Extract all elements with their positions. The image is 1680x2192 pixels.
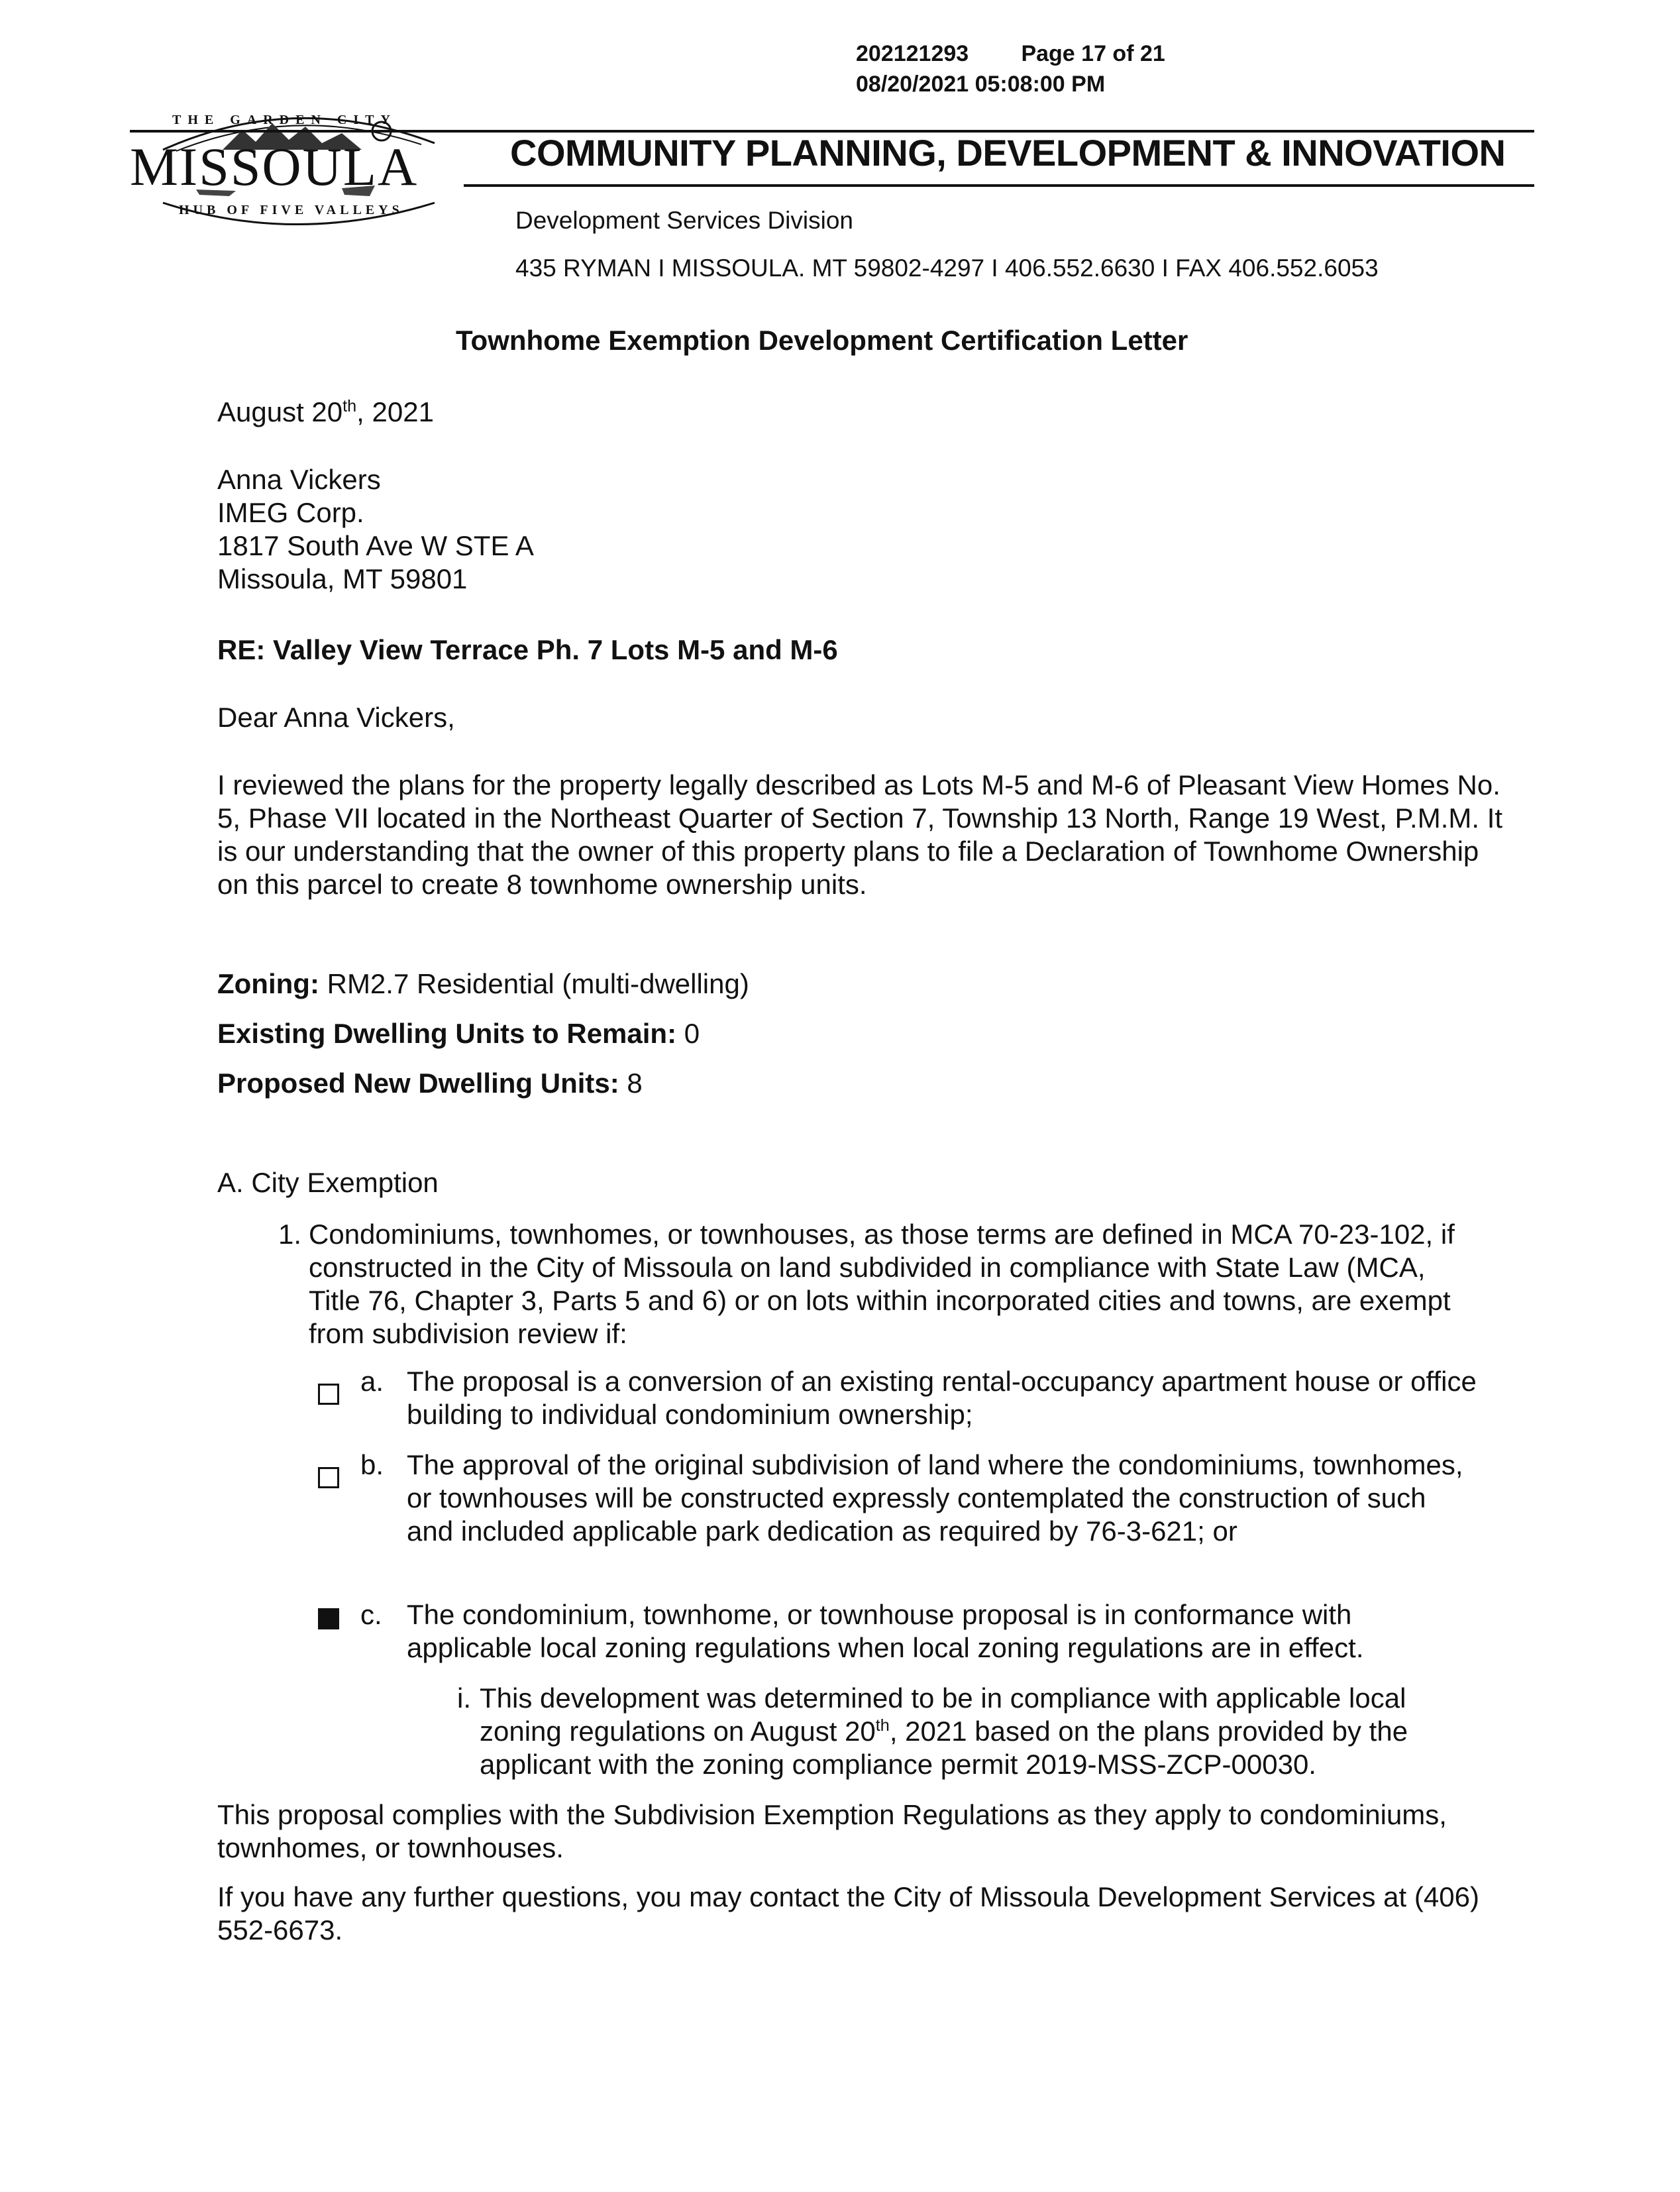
logo-top-arc-text: THE GARDEN CITY bbox=[172, 113, 397, 127]
section-heading: A. City Exemption bbox=[217, 1167, 439, 1198]
intro-paragraph: I reviewed the plans for the property legally described as Lots M-5 and M-6 of Pleasant View Homes No. 5, Phase VII located in the Northeast Quarter of Section 7, Township 13 North, Range 19 West, P.M.M. It is our understanding that the owner of this property plans to file a Declaration of Townhome Ownership on this parcel to create 8 townhome ownership units. bbox=[217, 769, 1503, 900]
department-name: COMMUNITY PLANNING, DEVELOPMENT & INNOVATION bbox=[510, 132, 1506, 174]
option-b-letter: b. bbox=[360, 1449, 384, 1480]
recording-stamp bbox=[856, 38, 1165, 99]
proposed-units-field: Proposed New Dwelling Units: 8 bbox=[217, 1068, 643, 1099]
option-b-text: The approval of the original subdivision of land where the condominiums, townhomes, or townhouses will be constructed expressly contemplated the construction of such and included applicable park dedication as required by 76-3-621; or bbox=[407, 1449, 1463, 1547]
recipient-city: Missoula, MT 59801 bbox=[217, 563, 468, 594]
option-c-checkbox[interactable] bbox=[318, 1608, 339, 1629]
recipient-street: 1817 South Ave W STE A bbox=[217, 530, 534, 561]
recipient-name: Anna Vickers bbox=[217, 464, 381, 495]
option-a-checkbox[interactable] bbox=[318, 1384, 339, 1405]
sub-item-number: i. bbox=[457, 1682, 471, 1714]
header-rule-bottom bbox=[464, 184, 1534, 187]
letter-date: August 20th, 2021 bbox=[217, 396, 434, 427]
document-number: 202121293 bbox=[856, 41, 969, 66]
sub-item-text: This development was determined to be in compliance with applicable local zoning regulations on August 20th, 2021 based on the plans provided by the applicant with the zoning compliance permit 2019-MSS-ZCP-00030. bbox=[480, 1682, 1408, 1780]
letter-title: Townhome Exemption Development Certification Letter bbox=[456, 325, 1188, 356]
logo-bottom-arc-text: HUB OF FIVE VALLEYS bbox=[179, 203, 403, 217]
zoning-field: Zoning: RM2.7 Residential (multi-dwelling) bbox=[217, 968, 749, 999]
recipient-company: IMEG Corp. bbox=[217, 497, 364, 528]
recipient-block bbox=[217, 463, 534, 596]
item-number: 1. bbox=[278, 1219, 302, 1250]
option-b-checkbox[interactable] bbox=[318, 1467, 339, 1488]
recording-timestamp: 08/20/2021 05:08:00 PM bbox=[856, 72, 1106, 97]
page-count: Page 17 of 21 bbox=[1021, 41, 1165, 66]
option-c-text: The condominium, townhome, or townhouse proposal is in conformance with applicable local zoning regulations when local zoning regulations are in effect. bbox=[407, 1599, 1364, 1663]
contact-paragraph: If you have any further questions, you may contact the City of Missoula Development Services at (406) 552-6673. bbox=[217, 1881, 1479, 1945]
option-a-text: The proposal is a conversion of an existing rental-occupancy apartment house or office building to individual condominium ownership; bbox=[407, 1366, 1477, 1430]
salutation: Dear Anna Vickers, bbox=[217, 702, 455, 733]
compliance-paragraph: This proposal complies with the Subdivision Exemption Regulations as they apply to condominiums, townhomes, or townhouses. bbox=[217, 1799, 1447, 1863]
logo-wordmark: MISSOULA bbox=[130, 137, 419, 197]
existing-units-field: Existing Dwelling Units to Remain: 0 bbox=[217, 1018, 700, 1049]
item-text: Condominiums, townhomes, or townhouses, as those terms are defined in MCA 70-23-102, if constructed in the City of Missoula on land subdivided in compliance with State Law (MCA, Title 76, Chapter 3, Parts 5 and 6) or on lots within incorporated cities and towns, are exempt from subdivision review if: bbox=[309, 1219, 1455, 1349]
option-c-letter: c. bbox=[360, 1599, 382, 1630]
department-address: 435 RYMAN I MISSOULA. MT 59802-4297 I 406.552.6630 I FAX 406.552.6053 bbox=[515, 254, 1379, 282]
subject-line: RE: Valley View Terrace Ph. 7 Lots M-5 and M-6 bbox=[217, 634, 838, 665]
option-a-letter: a. bbox=[360, 1366, 384, 1397]
division-name: Development Services Division bbox=[515, 207, 853, 234]
